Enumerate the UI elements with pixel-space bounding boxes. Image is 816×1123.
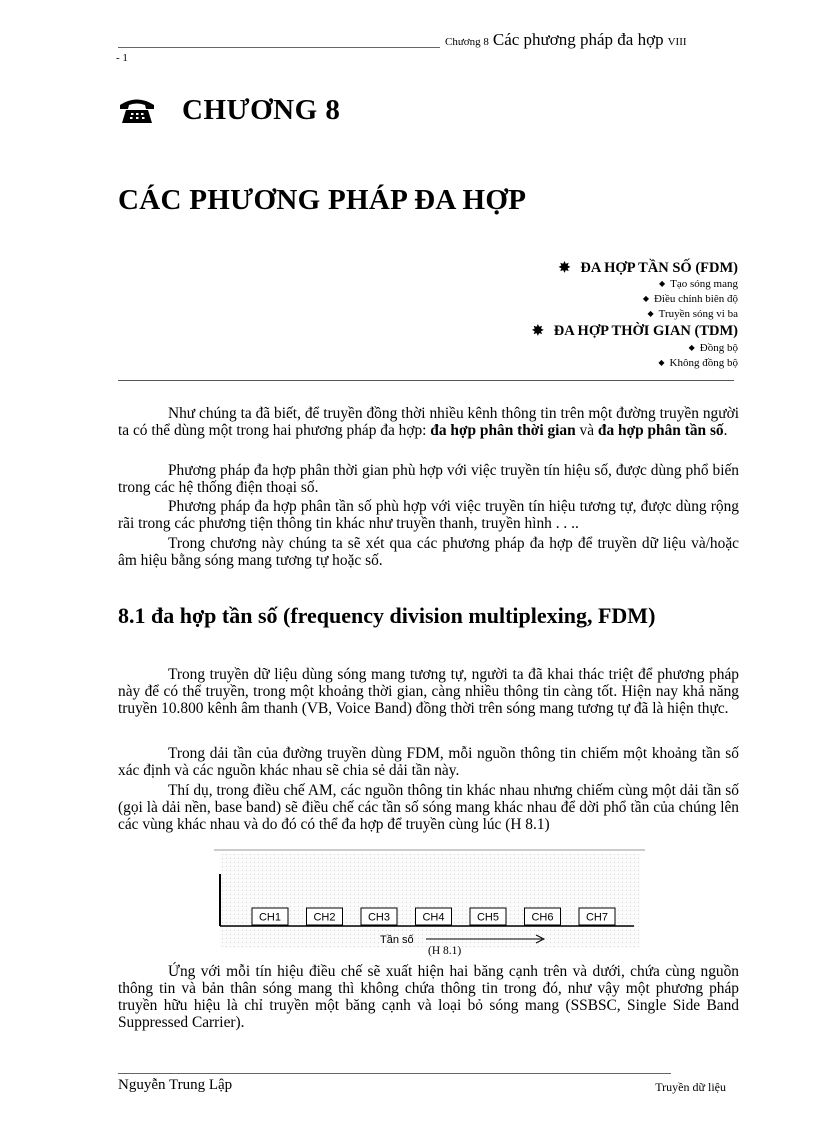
outline-section-title: ĐA HỢP TẦN SỐ (FDM)	[580, 260, 738, 276]
outline-item-label: Điều chỉnh biên độ	[653, 293, 738, 305]
channel-label: CH6	[531, 911, 554, 924]
section-divider	[118, 380, 734, 381]
section-paragraph-2: Trong dải tần của đường truyền dùng FDM, mỗi nguồn thông tin chiếm một khoảng tần số xác định và các nguồn khác nhau sẽ chia sẻ dải tần này.	[118, 745, 739, 779]
diamond-bullet-icon: ◆	[647, 309, 654, 318]
diamond-bullet-icon: ◆	[658, 358, 665, 367]
telephone-icon	[118, 96, 156, 124]
section-paragraph-3: Thí dụ, trong điều chế AM, các nguồn thông tin khác nhau nhưng chiếm cùng một dải tần số (gọi là dải nền, base band) sẽ điều chế các tần số sóng mang khác nhau để dời phổ tần của chúng lên các vùng khác nhau và do đó có thể đa hợp để truyền cùng lúc (H 8.1)	[118, 782, 739, 833]
footer-rule	[118, 1073, 671, 1074]
chapter-label: CHƯƠNG 8	[182, 94, 341, 126]
axis-label: Tần số	[380, 934, 414, 946]
channel-label: CH5	[476, 911, 500, 924]
emphasis-fdm: đa hợp phân tần số	[597, 422, 724, 439]
outline-item	[689, 342, 738, 354]
intro-paragraph-2: Phương pháp đa hợp phân thời gian phù hợp với việc truyền tín hiệu số, được dùng phổ biến trong các hệ thống điện thoại số.	[118, 462, 739, 496]
star-bullet-icon: ✸	[532, 324, 544, 339]
intro-paragraph-1: Như chúng ta đã biết, để truyền đồng thời nhiều kênh thông tin trên một đường truyền người ta có thể dùng một trong hai phương pháp đa hợp: đa hợp phân thời gian và đa hợp phân tần số.	[118, 405, 739, 439]
intro-paragraph-4: Trong chương này chúng ta sẽ xét qua các phương pháp đa hợp để truyền dữ liệu và/hoặc âm hiệu bằng sóng mang tương tự hoặc số.	[118, 535, 739, 569]
diamond-bullet-icon: ◆	[642, 294, 649, 303]
figure-background	[220, 854, 640, 948]
channel-label: CH3	[367, 911, 391, 924]
outline-section-fdm	[559, 260, 738, 277]
channel-label: CH7	[585, 911, 609, 924]
channel-label: CH2	[313, 911, 336, 924]
outline-item	[643, 293, 738, 305]
outline-item	[647, 308, 738, 320]
outline-item	[658, 357, 738, 369]
channel-label: CH1	[258, 911, 282, 924]
diamond-bullet-icon: ◆	[659, 279, 666, 288]
star-bullet-icon: ✸	[558, 261, 571, 276]
figure-caption: (H 8.1)	[428, 945, 462, 957]
header-roman: VIII	[667, 36, 687, 48]
outline-item	[659, 278, 738, 290]
outline-section-tdm	[532, 323, 738, 340]
intro-paragraph-3: Phương pháp đa hợp phân tần số phù hợp với việc truyền tín hiệu tương tự, được dùng rộng rãi trong các phương tiện thông tin khác như truyền thanh, truyền hình . . ..	[118, 498, 739, 532]
channel-label: CH4	[422, 911, 445, 924]
header-chapter-title: Các phương pháp đa hợp	[492, 30, 664, 49]
outline-item-label: Truyền sóng vi ba	[658, 308, 738, 320]
outline-item-label: Không đồng bộ	[669, 357, 738, 369]
diamond-bullet-icon: ◆	[688, 343, 695, 352]
header-page-continuation: - 1	[116, 52, 128, 64]
outline-section-title: ĐA HỢP THỜI GIAN (TDM)	[553, 323, 738, 339]
outline-item-label: Tạo sóng mang	[670, 278, 738, 290]
channel-boxes	[252, 908, 615, 925]
header-rule	[118, 47, 440, 48]
section-heading: 8.1 đa hợp tần số (frequency division multiplexing, FDM)	[118, 603, 656, 628]
footer-book-title: Truyền dữ liệu	[655, 1080, 726, 1094]
footer-author: Nguyễn Trung Lập	[118, 1077, 233, 1093]
fdm-spectrum-figure	[214, 846, 646, 958]
section-paragraph-1: Trong truyền dữ liệu dùng sóng mang tương tự, người ta đã khai thác triệt để phương pháp này để có thể truyền, trong một khoảng thời gian, càng nhiều thông tin càng tốt. Hiện nay khả năng truyền 10.800 kênh âm thanh (VB, Voice Band) đồng thời trên sóng mang tương tự đã là hiện thực.	[118, 666, 739, 717]
header-chapter-number: Chương 8	[445, 36, 489, 48]
outline-item-label: Đồng bộ	[699, 342, 738, 354]
emphasis-tdm: đa hợp phân thời gian	[430, 422, 576, 439]
running-header	[445, 30, 687, 50]
page-title: CÁC PHƯƠNG PHÁP ĐA HỢP	[118, 184, 527, 216]
section-paragraph-4: Ứng với mỗi tín hiệu điều chế sẽ xuất hiện hai băng cạnh trên và dưới, chứa cùng nguồn thông tin và bản thân sóng mang thì không chứa thông tin trong đó, như vậy một phương pháp truyền hữu hiệu là chỉ truyền một băng cạnh và loại bỏ sóng mang (SSBSC, Single Side Band Suppressed Carrier).	[118, 963, 739, 1031]
